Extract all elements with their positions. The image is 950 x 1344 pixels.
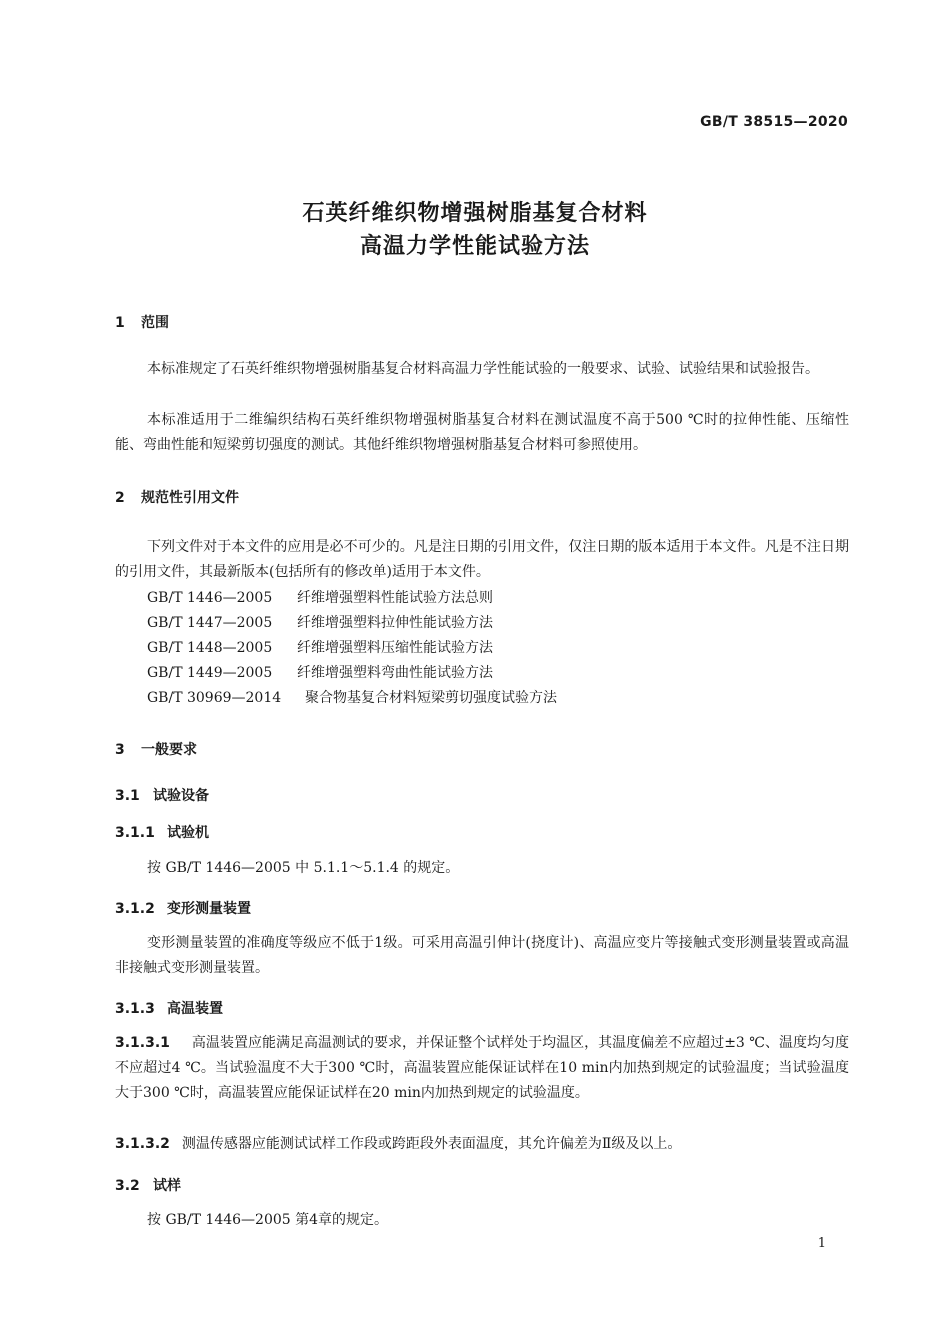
clause-number: 3.2 [115,1178,140,1194]
reference-code: GB/T 30969—2014 [147,690,282,706]
section-2-heading [115,487,239,507]
clause-text: 测温传感器应能测试试样工作段或跨距段外表面温度，其允许偏差为Ⅱ级及以上。 [181,1136,682,1152]
clause-number: 3.1.1 [115,825,155,841]
section-1-paragraph-2: 本标准适用于二维编织结构石英纤维织物增强树脂基复合材料在测试温度不高于500 ℃时的拉伸性能、压缩性能、弯曲性能和短梁剪切强度的测试。其他纤维织物增强树脂基复合材料可参照使用。 [115,412,849,453]
reference-code: GB/T 1448—2005 [147,640,273,656]
clause-3-2-text: 按 GB/T 1446—2005 第4章的规定。 [147,1212,389,1228]
normative-reference-item [147,587,493,607]
reference-name: 纤维增强塑料拉伸性能试验方法 [297,615,493,631]
normative-reference-item [147,612,493,632]
clause-3-1-3-2 [115,1132,849,1157]
clause-title: 试验机 [167,825,209,841]
reference-name: 纤维增强塑料压缩性能试验方法 [297,640,493,656]
section-1-heading [115,312,169,332]
clause-3-1-2-heading [115,898,251,918]
normative-reference-item [147,687,557,707]
section-title: 规范性引用文件 [141,490,239,506]
section-title: 一般要求 [141,742,197,758]
reference-code: GB/T 1449—2005 [147,665,273,681]
clause-3-1-3-1 [115,1031,849,1106]
section-number: 2 [115,490,125,506]
section-2-paragraph-1: 下列文件对于本文件的应用是必不可少的。凡是注日期的引用文件，仅注日期的版本适用于本文件。凡是不注日期的引用文件，其最新版本(包括所有的修改单)适用于本文件。 [115,539,849,580]
normative-reference-item [147,637,493,657]
clause-3-1-1-heading [115,822,209,842]
document-title-line-2: 高温力学性能试验方法 [359,234,590,259]
clause-text: 高温装置应能满足高温测试的要求，并保证整个试样处于均温区，其温度偏差不应超过±3 ℃、温度均匀度不应超过4 ℃。当试验温度不大于300 ℃时，高温装置应能保证试样在10 min内加热到规定的试验温度；当试验温度大于300 ℃时，高温装置应能保证试样在20 min内加热到规定的试验温度。 [115,1035,849,1101]
reference-code: GB/T 1447—2005 [147,615,273,631]
clause-number: 3.1.3.1 [115,1035,170,1051]
clause-number: 3.1.2 [115,901,155,917]
section-1-paragraph-1: 本标准规定了石英纤维织物增强树脂基复合材料高温力学性能试验的一般要求、试验、试验结果和试验报告。 [147,361,819,377]
clause-3-2-heading [115,1175,181,1195]
document-title-line-1: 石英纤维织物增强树脂基复合材料 [302,201,648,226]
clause-3-1-3-heading [115,998,223,1018]
reference-name: 纤维增强塑料弯曲性能试验方法 [297,665,493,681]
clause-title: 高温装置 [167,1001,223,1017]
page-number: 1 [817,1236,826,1251]
clause-title: 试验设备 [153,788,209,804]
reference-name: 聚合物基复合材料短梁剪切强度试验方法 [305,690,557,706]
clause-3-1-heading [115,785,209,805]
clause-number: 3.1.3 [115,1001,155,1017]
standard-code: GB/T 38515—2020 [700,114,848,130]
section-3-heading [115,739,197,759]
normative-reference-item [147,662,493,682]
clause-number: 3.1.3.2 [115,1136,170,1152]
reference-code: GB/T 1446—2005 [147,590,273,606]
reference-name: 纤维增强塑料性能试验方法总则 [297,590,493,606]
clause-3-1-1-text: 按 GB/T 1446—2005 中 5.1.1～5.1.4 的规定。 [147,860,460,876]
clause-number: 3.1 [115,788,140,804]
section-number: 3 [115,742,125,758]
section-number: 1 [115,315,125,331]
clause-title: 变形测量装置 [167,901,251,917]
clause-title: 试样 [153,1178,181,1194]
section-title: 范围 [141,315,169,331]
clause-3-1-2-text: 变形测量装置的准确度等级应不低于1级。可采用高温引伸计(挠度计)、高温应变片等接触式变形测量装置或高温非接触式变形测量装置。 [115,935,849,976]
